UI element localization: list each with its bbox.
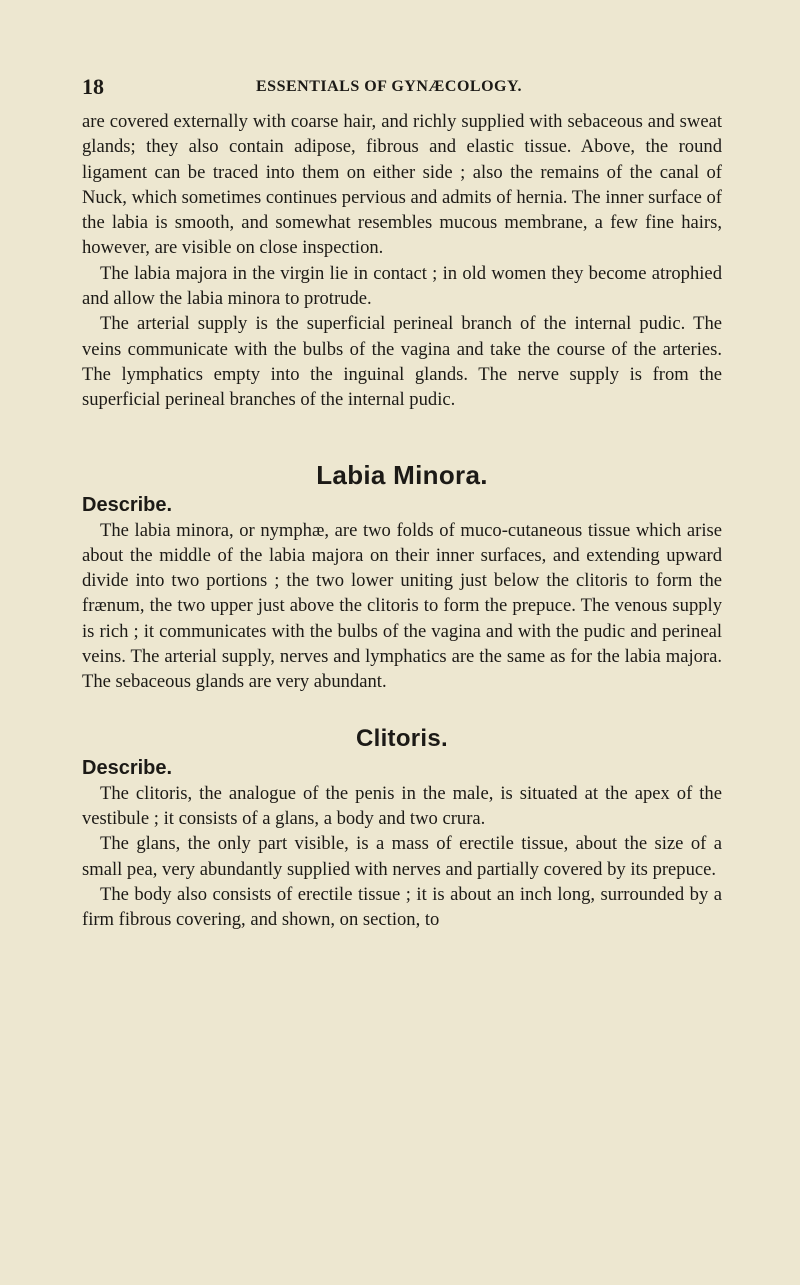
clitoris-paragraph-2: The glans, the only part visible, is a mass of erectile tissue, about the size of a small pea, very abundantly supplied with nerves and partially covered by its prepuce. (82, 833, 722, 880)
clitoris-prompt: Describe. (82, 756, 173, 779)
clitoris-paragraph-1: The clitoris, the analogue of the penis in the male, is situated at the apex of the vestibule ; it consists of a glans, a body and two crura. (82, 782, 722, 829)
labia-minora-paragraph-1: The labia minora, or nymphæ, are two folds of muco-cutaneous tissue which arise about the middle of the labia majora on their inner surfaces, and extending upward divide into two portions ; the two lower uniting just below the clitoris to form the frænum, the two upper just above the clitoris to form the prepuce. The venous supply is rich ; it communicates with the bulbs of the vagina and with the pudic and perineal veins. The arterial supply, nerves and lymphatics are the same as for the labia majora. The sebaceous glands are very abundant. (82, 519, 722, 693)
section-title-labia-minora: Labia Minora. (316, 459, 488, 490)
intro-paragraph-1: are covered externally with coarse hair, and richly supplied with sebaceous and sweat glands; they also contain adipose, fibrous and elastic tissue. Above, the round ligament can be traced into them on either side ; also the remains of the canal of Nuck, which sometimes continues pervious and admits of hernia. The inner surface of the labia is smooth, and somewhat resembles mucous membrane, a few fine hairs, however, are visible on close inspection. (82, 111, 722, 259)
labia-minora-prompt: Describe. (82, 493, 173, 516)
intro-paragraph-3: The arterial supply is the superficial perineal branch of the internal pudic. The veins communicate with the bulbs of the vagina and take the course of the arteries. The lymphatics empty into the inguinal glands. The nerve supply is from the superficial perineal branches of the internal pudic. (82, 313, 722, 411)
clitoris-paragraph-3: The body also consists of erectile tissue ; it is about an inch long, surrounded by a firm fibrous covering, and shown, on section, to (82, 883, 722, 931)
page-body (82, 109, 722, 932)
page-number: 18 (82, 74, 104, 99)
section-title-clitoris: Clitoris. (355, 724, 449, 752)
running-head: ESSENTIALS OF GYNÆCOLOGY. (256, 78, 523, 95)
intro-paragraph-2: The labia majora in the virgin lie in contact ; in old women they become atrophied and allow the labia minora to protrude. (82, 262, 722, 310)
page-header (82, 74, 722, 100)
